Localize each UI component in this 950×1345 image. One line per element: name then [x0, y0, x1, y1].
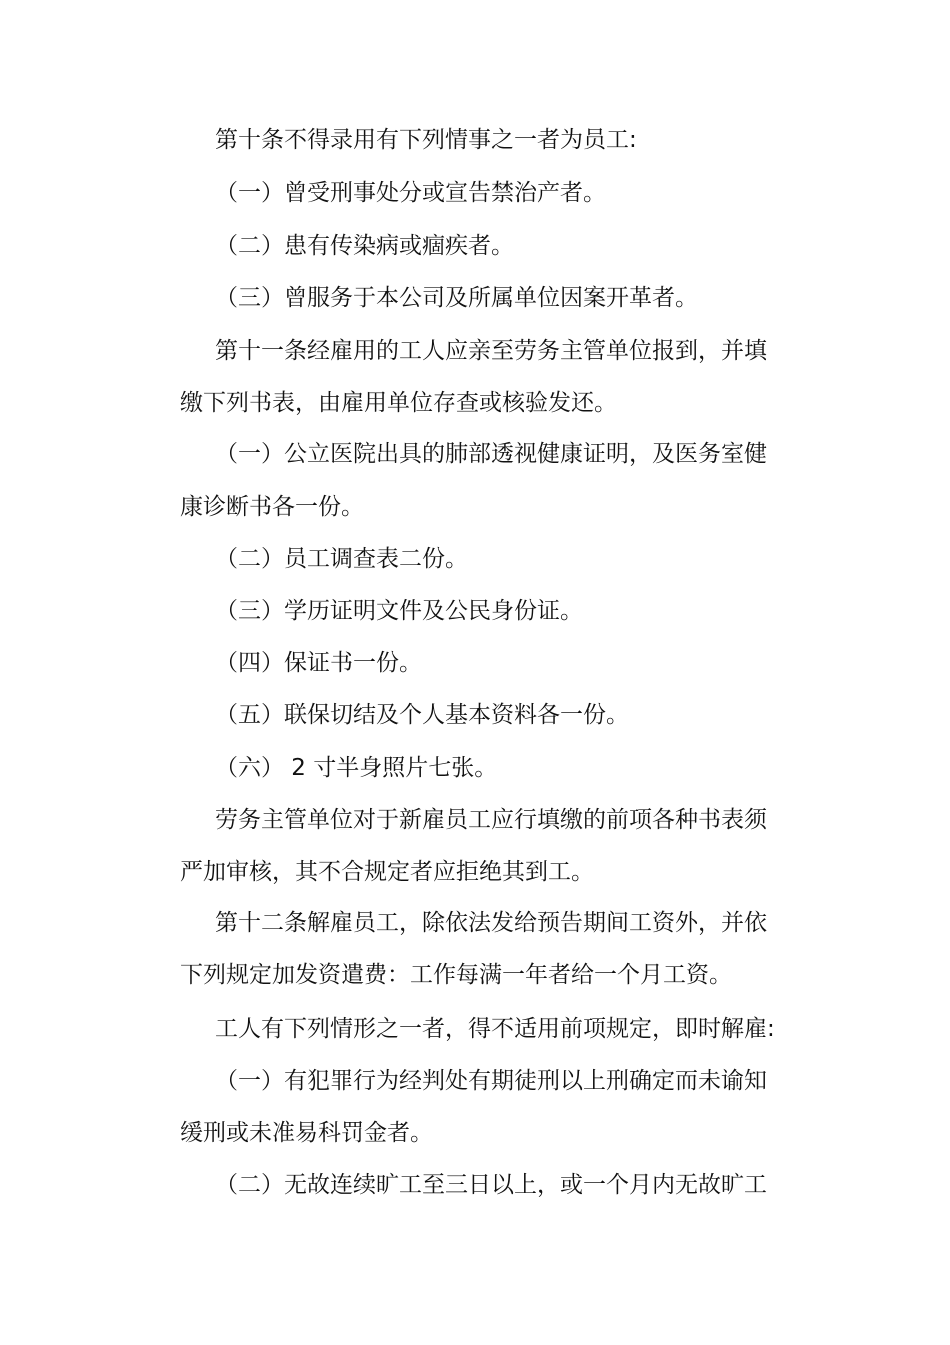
- text-line: （二）无故连续旷工至三日以上，或一个月内无故旷工: [215, 1172, 767, 1198]
- text-line: （一）公立医院出具的肺部透视健康证明，及医务室健: [215, 441, 767, 467]
- text-line: 第十一条经雇用的工人应亲至劳务主管单位报到，并填: [215, 338, 767, 364]
- text-line: 工人有下列情形之一者，得不适用前项规定，即时解雇:: [215, 1016, 775, 1042]
- text-line: （一）曾受刑事处分或宣告禁治产者。: [215, 180, 606, 206]
- text-line: （三）曾服务于本公司及所属单位因案开革者。: [215, 285, 698, 311]
- text-line: （二）员工调查表二份。: [215, 546, 468, 572]
- text-line: （二）患有传染病或痼疾者。: [215, 233, 514, 259]
- text-line: 康诊断书各一份。: [180, 494, 364, 520]
- text-line: 下列规定加发资遣费：工作每满一年者给一个月工资。: [180, 962, 732, 988]
- text-line: 严加审核，其不合规定者应拒绝其到工。: [180, 859, 594, 885]
- text-line: （五）联保切结及个人基本资料各一份。: [215, 702, 629, 728]
- text-line: 第十条不得录用有下列情事之一者为员工:: [215, 127, 637, 153]
- text-line: （六） 2 寸半身照片七张。: [215, 755, 498, 781]
- text-line: （四）保证书一份。: [215, 650, 422, 676]
- text-line: （一）有犯罪行为经判处有期徒刑以上刑确定而未谕知: [215, 1068, 767, 1094]
- text-line: （三）学历证明文件及公民身份证。: [215, 598, 583, 624]
- text-line: 劳务主管单位对于新雇员工应行填缴的前项各种书表须: [215, 807, 767, 833]
- text-line: 第十二条解雇员工，除依法发给预告期间工资外，并依: [215, 910, 767, 936]
- text-line: 缴下列书表，由雇用单位存查或核验发还。: [180, 390, 617, 416]
- text-line: 缓刑或未准易科罚金者。: [180, 1120, 433, 1146]
